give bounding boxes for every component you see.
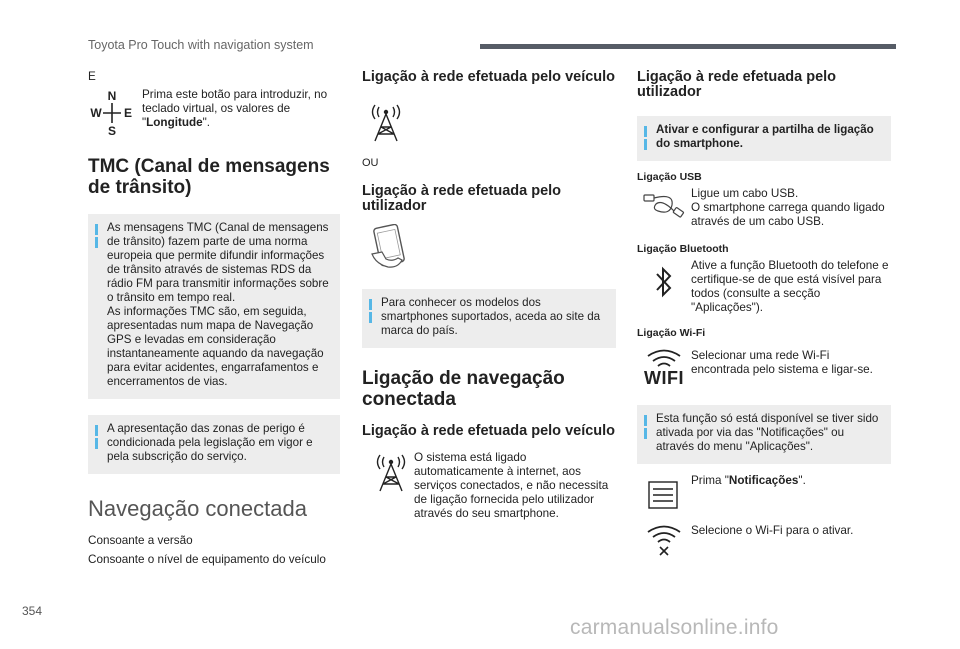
notifications-text: Prima "Notificações". bbox=[691, 474, 806, 487]
compass-n-label: N bbox=[107, 89, 117, 103]
info-icon bbox=[644, 126, 647, 137]
antenna-icon bbox=[362, 101, 616, 148]
connected-navigation-heading: Navegação conectada bbox=[88, 496, 307, 521]
compass-e-label: E bbox=[123, 106, 133, 120]
column-3 bbox=[637, 70, 891, 556]
info-icon bbox=[95, 425, 98, 436]
wifi-icon-label: WIFI bbox=[644, 368, 684, 388]
version-note-1: Consoante a versão bbox=[88, 534, 193, 547]
usb-cable-icon bbox=[637, 187, 691, 221]
info-icon-lower bbox=[369, 312, 372, 323]
connected-navigation-link-heading: Ligação de navegação conectada bbox=[362, 368, 565, 410]
wifi-activate-text: Selecione o Wi-Fi para o ativar. bbox=[691, 524, 854, 537]
usb-text: Ligue um cabo USB. bbox=[691, 187, 799, 200]
column-1 bbox=[88, 70, 340, 567]
share-connection-info-box bbox=[637, 116, 891, 161]
running-header: Toyota Pro Touch with navigation system bbox=[88, 38, 314, 52]
info-icon-lower bbox=[644, 428, 647, 439]
compass-section-letter: E bbox=[88, 70, 96, 83]
usb-text-2: O smartphone carrega quando ligado através de um cabo USB. bbox=[691, 201, 885, 228]
info-icon bbox=[369, 299, 372, 310]
info-icon bbox=[95, 224, 98, 235]
supported-models-info-box bbox=[362, 289, 616, 348]
wifi-off-icon bbox=[637, 524, 691, 556]
vehicle-connection-heading: Ligação à rede efetuada pelo veículo bbox=[362, 69, 616, 85]
tmc-info-text: As mensagens TMC (Canal de mensagens de trânsito) fazem parte de uma norma europeia que permite difundir informações de trânsito através de sistemas RDS da rádio FM para transmitir informações sobre o trânsito em tempo real. bbox=[107, 221, 329, 304]
danger-zones-text: A apresentação das zonas de perigo é condicionada pela legislação em vigor e pela subscrição do serviço. bbox=[107, 422, 313, 463]
compass-w-label: W bbox=[90, 106, 102, 120]
tmc-heading: TMC (Canal de mensagens de trânsito) bbox=[88, 156, 330, 198]
wifi-activate-row bbox=[637, 524, 891, 556]
user-connection-heading: Ligação à rede efetuada pelo utilizador bbox=[362, 183, 562, 214]
usb-text-block bbox=[691, 187, 891, 229]
info-icon-lower bbox=[95, 237, 98, 248]
wifi-connection-heading: Ligação Wi-Fi bbox=[637, 327, 706, 339]
page-number: 354 bbox=[22, 604, 43, 618]
wifi-connection-row bbox=[637, 349, 891, 387]
bluetooth-connection-row bbox=[637, 259, 891, 315]
share-connection-text: Ativar e configurar a partilha de ligação do smartphone. bbox=[656, 123, 874, 150]
longitude-text: Prima este botão para introduzir, no teclado virtual, os valores de "Longitude". bbox=[142, 88, 328, 129]
tmc-info-text-2: As informações TMC são, em seguida, apresentadas num mapa de Navegação GPS e levadas em consideração instantaneamente aquando da navegação para evitar acidentes, engarrafamentos e encerramentos de vias. bbox=[107, 305, 324, 388]
tmc-info-box bbox=[88, 214, 340, 399]
notifications-row bbox=[637, 474, 891, 510]
info-icon bbox=[644, 415, 647, 426]
smartphone-icon bbox=[362, 224, 616, 275]
version-note-2: Consoante o nível de equipamento do veículo bbox=[88, 553, 326, 566]
info-icon-lower bbox=[95, 438, 98, 449]
bluetooth-connection-heading: Ligação Bluetooth bbox=[637, 243, 729, 255]
wifi-text: Selecionar uma rede Wi-Fi encontrada pelo sistema e ligar-se. bbox=[691, 349, 873, 376]
wifi-icon bbox=[637, 349, 691, 387]
info-icon-lower bbox=[644, 139, 647, 150]
user-connection-heading-col3: Ligação à rede efetuada pelo utilizador bbox=[637, 69, 837, 100]
compass-icon bbox=[88, 88, 136, 136]
or-label: OU bbox=[362, 157, 379, 169]
bluetooth-icon bbox=[637, 259, 691, 299]
usb-connection-heading: Ligação USB bbox=[637, 171, 702, 183]
header-bar bbox=[480, 44, 896, 49]
usb-connection-row bbox=[637, 187, 891, 229]
bluetooth-text: Ative a função Bluetooth do telefone e certifique-se de que está visível para todos (consulte a secção "Aplicações"). bbox=[691, 259, 889, 314]
compass-s-label: S bbox=[107, 124, 117, 136]
notifications-info-box bbox=[637, 405, 891, 464]
column-2 bbox=[362, 70, 616, 521]
notifications-info-text: Esta função só está disponível se tiver sido ativada por via das "Notificações" ou através do menu "Aplicações". bbox=[656, 412, 879, 453]
connected-description-text: O sistema está ligado automaticamente à internet, aos serviços conectados, e não necessita de ligação fornecida pelo utilizador através do seu smartphone. bbox=[414, 451, 609, 520]
longitude-instruction bbox=[88, 88, 340, 136]
supported-models-text: Para conhecer os modelos dos smartphones suportados, aceda ao site da marca do país. bbox=[381, 296, 601, 337]
danger-zones-info-box bbox=[88, 415, 340, 474]
antenna-icon-2 bbox=[362, 451, 414, 493]
watermark: carmanualsonline.info bbox=[570, 616, 779, 639]
vehicle-connection-description bbox=[362, 451, 616, 521]
vehicle-connection-heading-2: Ligação à rede efetuada pelo veículo bbox=[362, 423, 616, 439]
notifications-icon bbox=[637, 474, 691, 510]
